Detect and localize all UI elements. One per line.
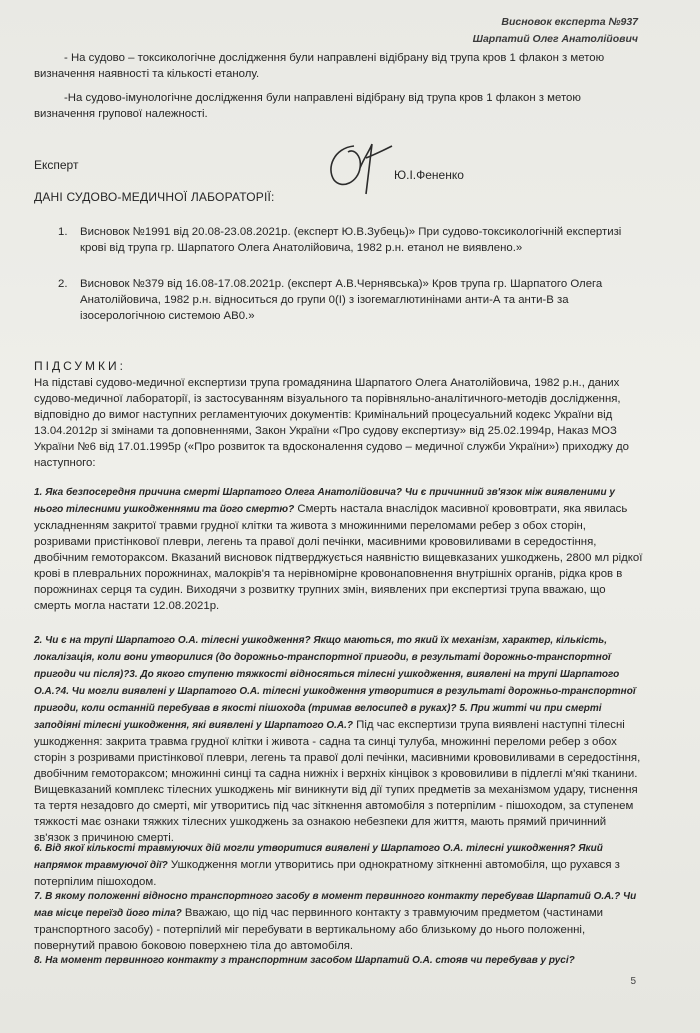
answer-7-text: Вважаю, що під час первинного контакту з травмуючим предметом (частинами транспортного засобу) - потерпілий міг перебувати в вертикальному або близькому до нього положенні, повернутий правою боковою поверхнею тіла до автомобіля. <box>34 907 604 952</box>
handwritten-signature <box>314 138 404 198</box>
summary-intro <box>34 375 644 471</box>
answer-2 <box>34 632 644 846</box>
answer-6-text: Ушкодження могли утворитись при однократному зіткненні автомобіля, що рухався з потерпілим пішоходом. <box>34 859 620 888</box>
page-number: 5 <box>630 976 636 987</box>
lab-item <box>58 224 640 256</box>
lab-section-title: ДАНІ СУДОВО-МЕДИЧНОЇ ЛАБОРАТОРІЇ: <box>34 190 275 204</box>
intro-paragraph-toxicology: - На судово – токсикологічне дослідження були направлені відібрану від трупа кров 1 флакон з метою визначення наявності та кількості етанолу. <box>34 52 605 80</box>
intro-paragraph-immunology: -На судово-імунологічне дослідження були направлені відібрану від трупа кров 1 флакон з метою визначення групової належності. <box>34 92 581 120</box>
answer-2-text: Під час експертизи трупа виявлені наступні тілесні ушкодження: закрита травма грудної клітки і живота - садна та синці тулуба, множинні переломи ребер з обох сторін з розривами пристінкової плеври, легень та правої долі печінки, масивними крововиливами в середостіння, двобічним гемотораксом; множинні синці та садна нижніх і верхніх кінцівок з крововиливи в підлеглі м'які тканини. Вищевказаний комплекс тілесних ушкоджень міг виникнути від дії тупих предметів за механізмом удару, тиснення та тертя незадовго до смерті, міг утворитись під час зіткнення автомобіля з потерпілим - пішоходом, за ступенем тяжкості має ознаки тяжких тілесних ушкоджень за ознакою небезпеки для життя, мають прямий причинний зв'язок з причиною смерті. <box>34 719 641 844</box>
lab-item-number: 1. <box>58 226 68 238</box>
question-6: 6. Від якої кількості травмуючих дій могли утворитися виявлені у Шарпатого О.А. тілесні ушкодження? Який напрямок травмуючої дії? <box>34 843 603 871</box>
intro-section <box>34 50 644 82</box>
expert-label: Експерт <box>34 158 79 172</box>
header-conclusion-number: Висновок експерта №937 <box>501 16 638 28</box>
answer-1-text: Смерть настала внаслідок масивної крововтрати, яка явилась ускладненням закритої травми грудної клітки та живота з множинними переломами ребер з обох сторін, розривами пристінкової плеври, легень та правої долі печінки, масивними крововиливами в середостіння, двобічним гемотораксом. Вказаний висновок підтверджується наявністю вищевказаних ушкоджень, 2800 мл рідкої крові в плевральних порожнинах, малокрів'я та нерівномірне кровонаповнення внутрішніх органів, рідка кров в порожнинах серця та судин. Виходячи з розвитку трупних змін, виявлених при експертизі трупа вважаю, що смерть могла настати 12.08.2021р. <box>34 503 643 612</box>
lab-item-text: Висновок №1991 від 20.08-23.08.2021р. (експерт Ю.В.Зубець)» При судово-токсикологічній експертизі крові від трупа гр. Шарпатого Олега Анатолійовича, 1982 р.н. етанол не виявлено.» <box>80 226 622 254</box>
summary-intro-text: На підставі судово-медичної експертизи трупа громадянина Шарпатого Олега Анатолійовича, 1982 р.н., даних судово-медичної лабораторії, із застосуванням візуального та порівняльно-аналітичного-методів дослідження, відповідно до вимог наступних регламентуючих документів: Кримінальний процесуальний кодекс України від 13.04.2012р зі змінами та доповненнями, Закон України «Про судову експертизу» від 25.02.1994р, Наказ МОЗ України №6 від 17.01.1995р («Про розвиток та вдосконалення судово – медичної служби України») приходжу до наступного: <box>34 377 629 469</box>
answer-1 <box>34 484 644 614</box>
question-8-block <box>34 952 644 969</box>
document-header <box>473 14 638 48</box>
header-subject-name: Шарпатий Олег Анатолійович <box>472 33 638 45</box>
answer-6 <box>34 840 644 890</box>
answer-7 <box>34 888 644 954</box>
question-8: 8. На момент первинного контакту з транспортним засобом Шарпатий О.А. стояв чи перебував у русі? <box>34 955 575 966</box>
lab-item <box>58 276 640 324</box>
expert-name: Ю.І.Фененко <box>394 168 464 182</box>
lab-item-text: Висновок №379 від 16.08-17.08.2021р. (експерт А.В.Чернявська)» Кров трупа гр. Шарпатого Олега Анатолійовича, 1982 р.н. відноситься до групи 0(І) з ізогемаглютинінами анти-А та анти-В за ізосерологічною системою АВ0.» <box>80 278 603 322</box>
question-7: 7. В якому положенні відносно транспортного засобу в момент первинного контакту перебував Шарпатий О.А.? Чи мав місце переїзд його тіла? <box>34 891 637 919</box>
question-2: 2. Чи є на трупі Шарпатого О.А. тілесні ушкодження? Якщо маються, то який їх механізм, характер, кількість, локалізація, коли вони утворилися (до дорожньо-транспортної пригоди, в результаті дорожньо-транспортної пригоди чи після)?3. До якого ступеню тяжкості відносяться тілесні ушкодження, виявлені на трупі Шарпатого О.А.?4. Чи могли виявлені у Шарпатого О.А. тілесні ушкодження утворитися в результаті дорожньо-транспортної пригоди, коли останній перебував в якості пішохода (тримав велосипед в руках)? 5. При житті чи при смерті заподіяні тілесні ушкодження, які виявлені у Шарпатого О.А.? <box>34 635 636 731</box>
intro-section-2 <box>34 90 644 122</box>
question-1: 1. Яка безпосередня причина смерті Шарпатого Олега Анатолійовича? Чи є причинний зв'язок між виявленими у нього тілесними ушкодженнями та його смертю? <box>34 487 615 515</box>
summary-title: ПІДСУМКИ: <box>34 359 126 373</box>
lab-item-number: 2. <box>58 278 68 290</box>
